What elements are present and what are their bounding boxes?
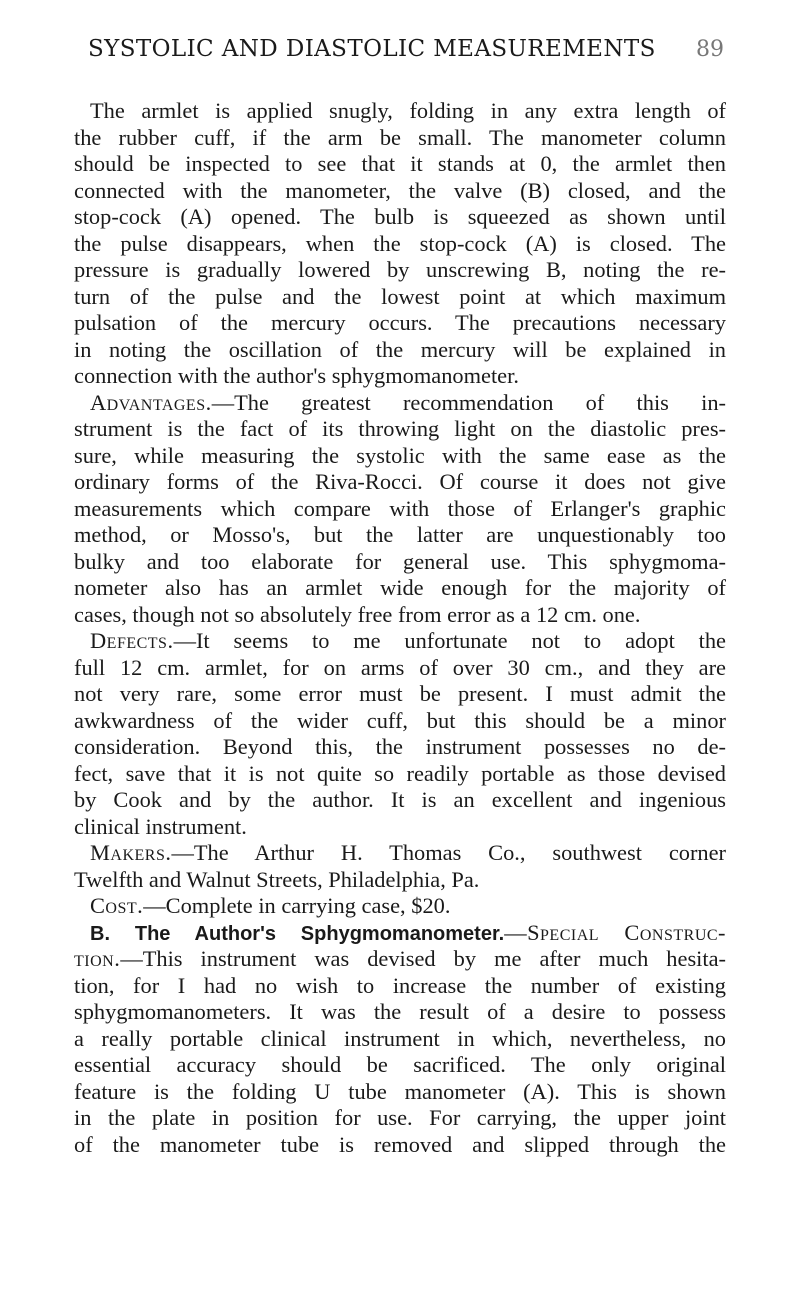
text-line: pressure is gradually lowered by unscrewing B, noting the re- xyxy=(74,257,726,282)
text-line xyxy=(74,920,726,947)
text-line: the rubber cuff, if the arm be small. The manometer column xyxy=(74,124,726,150)
text-line: cases, though not so absolutely free from error as a 12 cm. one. xyxy=(74,601,641,627)
text-line: Cost.—Complete in carrying case, $20. xyxy=(90,893,451,918)
paragraph-makers xyxy=(74,840,726,893)
text-line: feature is the folding U tube manometer (A). This is shown xyxy=(74,1078,726,1104)
section-heading-defects: Defects. xyxy=(90,628,174,653)
text-line: consideration. Beyond this, the instrument possesses no de- xyxy=(74,734,726,759)
page-number: 89 xyxy=(696,37,724,62)
text-line: in the plate in position for use. For carrying, the upper joint xyxy=(74,1105,726,1130)
subsection-label: B. The Author's Sphygmomanometer. xyxy=(90,922,505,945)
text-line: strument is the fact of its throwing light on the diastolic pres- xyxy=(74,416,726,441)
section-heading-advantages: Advantages. xyxy=(90,389,212,415)
book-page xyxy=(74,0,726,1158)
paragraph-advantages xyxy=(74,390,726,629)
section-heading-cost: Cost. xyxy=(90,893,144,918)
text-line: stop-cock (A) opened. The bulb is squeezed as shown until xyxy=(74,204,726,229)
running-head-title: SYSTOLIC AND DIASTOLIC MEASUREMENTS xyxy=(88,36,656,62)
text-line: a really portable clinical instrument in which, nevertheless, no xyxy=(74,1025,726,1051)
paragraph-defects xyxy=(74,628,726,840)
text-line: Defects.—It seems to me unfortunate not to adopt the xyxy=(90,628,726,653)
paragraph-procedure xyxy=(74,98,726,390)
text-line: full 12 cm. armlet, for on arms of over 30 cm., and they are xyxy=(74,654,726,680)
text-line: pulsation of the mercury occurs. The precautions necessary xyxy=(74,310,726,335)
text-line: sphygmomanometers. It was the result of a desire to possess xyxy=(74,999,726,1024)
text-line: should be inspected to see that it stands at 0, the armlet then xyxy=(74,151,726,176)
paragraph-cost xyxy=(74,893,726,920)
text-line: Twelfth and Walnut Streets, Philadelphia, Pa. xyxy=(74,866,480,892)
text-line: by Cook and by the author. It is an excellent and ingenious xyxy=(74,787,726,812)
text-line: Advantages.—The greatest recommendation of this in- xyxy=(90,389,726,415)
running-head xyxy=(74,0,726,80)
text-line: sure, while measuring the systolic with the same ease as the xyxy=(74,442,726,468)
text-line: awkwardness of the wider cuff, but this should be a minor xyxy=(74,707,726,733)
text-line: bulky and too elaborate for general use. This sphygmoma- xyxy=(74,548,726,574)
text-line: tion.—This instrument was devised by me after much hesita- xyxy=(74,946,726,971)
text-line: nometer also has an armlet wide enough for the majority of xyxy=(74,575,726,600)
text-line: clinical instrument. xyxy=(74,813,247,839)
text-line: method, or Mosso's, but the latter are unquestionably too xyxy=(74,522,726,547)
section-heading-special-construction: —Special Construc- xyxy=(504,919,726,945)
text-line: turn of the pulse and the lowest point at which maximum xyxy=(74,283,726,309)
text-line: essential accuracy should be sacrificed. The only original xyxy=(74,1052,726,1077)
text-line: Makers.—The Arthur H. Thomas Co., southwest corner xyxy=(90,840,726,865)
text-line: of the manometer tube is removed and slipped through the xyxy=(74,1131,726,1157)
text-line: connected with the manometer, the valve (B) closed, and the xyxy=(74,177,726,203)
text-line: measurements which compare with those of Erlanger's graphic xyxy=(74,495,726,521)
section-heading-makers: Makers. xyxy=(90,840,172,865)
text-line: ordinary forms of the Riva-Rocci. Of course it does not give xyxy=(74,469,726,494)
text-line: in noting the oscillation of the mercury will be explained in xyxy=(74,336,726,362)
body-text xyxy=(74,98,726,1158)
text-line: not very rare, some error must be present. I must admit the xyxy=(74,681,726,706)
text-line: The armlet is applied snugly, folding in any extra length of xyxy=(90,98,726,123)
paragraph-authors-sphygmomanometer xyxy=(74,920,726,1159)
text-line: fect, save that it is not quite so readily portable as those devised xyxy=(74,760,726,786)
text-line: the pulse disappears, when the stop-cock (A) is closed. The xyxy=(74,230,726,256)
text-line: connection with the author's sphygmomanometer. xyxy=(74,363,519,388)
text-line: tion, for I had no wish to increase the number of existing xyxy=(74,972,726,998)
